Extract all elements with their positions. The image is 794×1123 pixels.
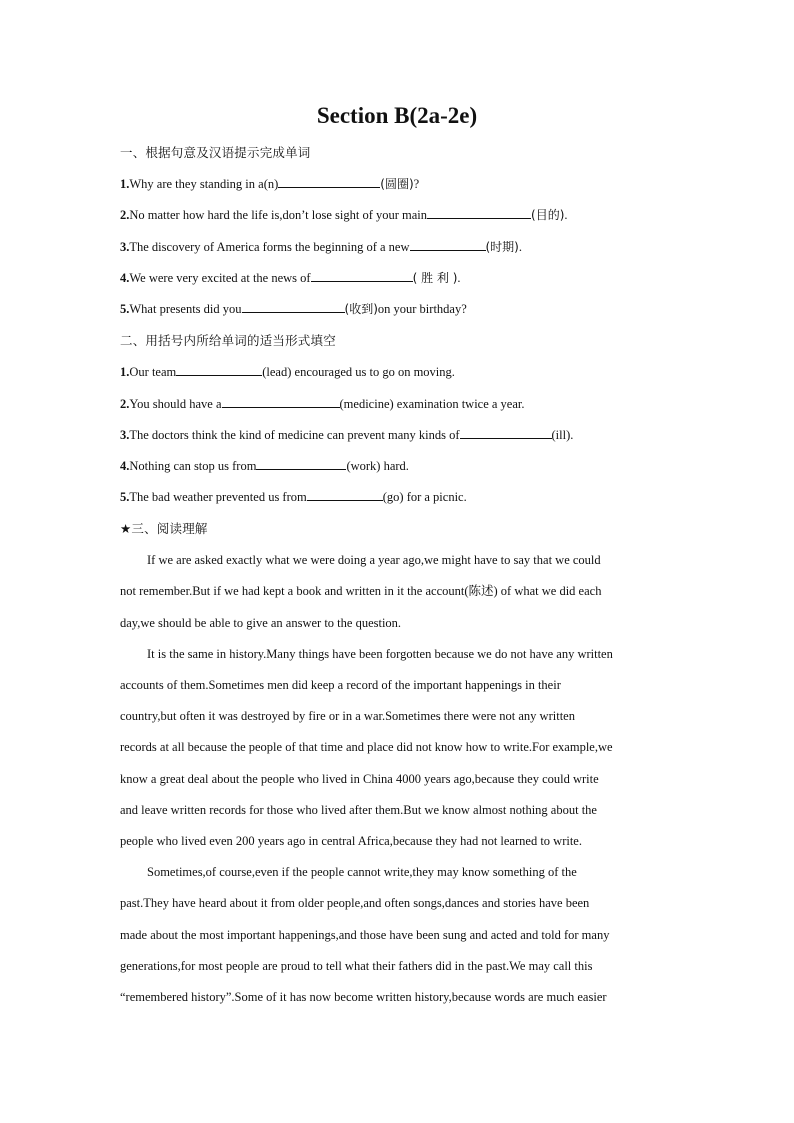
- part2-item-2: 2.You should have a (medicine) examination twice a year.: [120, 397, 525, 411]
- reading-line: country,but often it was destroyed by fire or in a war.Sometimes there were not any written: [120, 709, 575, 723]
- reading-line: If we are asked exactly what we were doing a year ago,we might have to say that we could: [147, 553, 601, 567]
- reading-line: Sometimes,of course,even if the people cannot write,they may know something of the: [147, 865, 577, 879]
- part1-item-5: 5.What presents did you (收到)on your birthday?: [120, 302, 467, 316]
- answer-blank[interactable]: [427, 206, 531, 219]
- part1-item-3: 3.The discovery of America forms the beginning of a new (时期).: [120, 240, 522, 254]
- answer-blank[interactable]: [410, 238, 486, 251]
- reading-line: It is the same in history.Many things have been forgotten because we do not have any written: [147, 647, 613, 661]
- part1-item-1: 1.Why are they standing in a(n) (圆圈)?: [120, 177, 420, 191]
- answer-blank[interactable]: [460, 426, 552, 439]
- reading-line: know a great deal about the people who lived in China 4000 years ago,because they could write: [120, 772, 599, 786]
- reading-line: not remember.But if we had kept a book and written in it the account(陈述) of what we did each: [120, 584, 602, 598]
- answer-blank[interactable]: [242, 300, 345, 313]
- reading-line: made about the most important happenings,and those have been sung and acted and told for many: [120, 928, 610, 942]
- part3-heading: ★三、阅读理解: [120, 521, 208, 536]
- answer-blank[interactable]: [307, 488, 383, 501]
- reading-line: accounts of them.Sometimes men did keep a record of the important happenings in their: [120, 678, 561, 692]
- part2-item-1: 1.Our team (lead) encouraged us to go on moving.: [120, 365, 455, 379]
- part2-heading: 二、用括号内所给单词的适当形式填空: [120, 333, 336, 348]
- reading-line: and leave written records for those who lived after them.But we know almost nothing about the: [120, 803, 597, 817]
- reading-line: “remembered history”.Some of it has now become written history,because words are much easier: [120, 990, 607, 1004]
- answer-blank[interactable]: [222, 395, 340, 408]
- reading-line: past.They have heard about it from older people,and often songs,dances and stories have been: [120, 896, 590, 910]
- part2-item-3: 3.The doctors think the kind of medicine can prevent many kinds of (ill).: [120, 428, 574, 442]
- answer-blank[interactable]: [311, 269, 413, 282]
- part1-item-2: 2.No matter how hard the life is,don’t lose sight of your main (目的).: [120, 208, 568, 222]
- part2-item-5: 5.The bad weather prevented us from (go) for a picnic.: [120, 490, 467, 504]
- reading-line: records at all because the people of that time and place did not know how to write.For example,we: [120, 740, 613, 754]
- reading-line: people who lived even 200 years ago in central Africa,because they had not learned to write.: [120, 834, 582, 848]
- page-title: Section B(2a-2e): [316, 103, 478, 128]
- answer-blank[interactable]: [278, 175, 380, 188]
- part2-item-4: 4.Nothing can stop us from (work) hard.: [120, 459, 409, 473]
- reading-line: generations,for most people are proud to tell what their fathers did in the past.We may call this: [120, 959, 593, 973]
- answer-blank[interactable]: [176, 363, 262, 376]
- part1-item-4: 4.We were very excited at the news of ( 胜 利 ).: [120, 271, 461, 285]
- reading-line: day,we should be able to give an answer to the question.: [120, 616, 402, 630]
- answer-blank[interactable]: [256, 457, 346, 470]
- part1-heading: 一、根据句意及汉语提示完成单词: [120, 145, 311, 160]
